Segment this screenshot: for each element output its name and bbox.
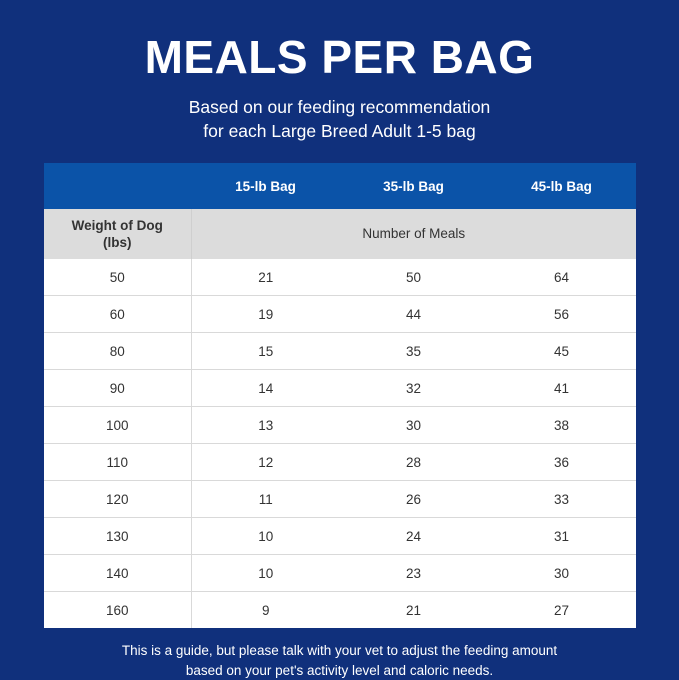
cell-bag-45: 38 bbox=[488, 407, 636, 444]
cell-bag-15: 21 bbox=[192, 259, 340, 296]
cell-bag-45: 45 bbox=[488, 333, 636, 370]
cell-weight: 140 bbox=[44, 555, 192, 592]
meals-table-container bbox=[44, 163, 636, 628]
cell-weight: 100 bbox=[44, 407, 192, 444]
cell-weight: 110 bbox=[44, 444, 192, 481]
cell-bag-15: 14 bbox=[192, 370, 340, 407]
cell-bag-15: 11 bbox=[192, 481, 340, 518]
cell-weight: 130 bbox=[44, 518, 192, 555]
cell-bag-45: 56 bbox=[488, 296, 636, 333]
subheader-number-of-meals: Number of Meals bbox=[192, 209, 636, 259]
footnote-line-1: This is a guide, but please talk with your vet to adjust the feeding amount bbox=[121, 643, 558, 659]
table-row bbox=[44, 555, 636, 592]
cell-bag-45: 64 bbox=[488, 259, 636, 296]
cell-bag-45: 33 bbox=[488, 481, 636, 518]
footnote-line-2: based on your pet's activity level and caloric needs. bbox=[185, 662, 494, 678]
table-row bbox=[44, 518, 636, 555]
cell-bag-15: 12 bbox=[192, 444, 340, 481]
cell-bag-35: 21 bbox=[340, 592, 488, 629]
table-header-row bbox=[44, 163, 636, 209]
cell-weight: 80 bbox=[44, 333, 192, 370]
header-cell-bag-45: 45-lb Bag bbox=[488, 163, 636, 209]
subheader-weight-of-dog bbox=[44, 209, 192, 259]
cell-weight: 60 bbox=[44, 296, 192, 333]
cell-bag-15: 13 bbox=[192, 407, 340, 444]
cell-bag-15: 10 bbox=[192, 555, 340, 592]
footnote bbox=[44, 641, 636, 680]
cell-bag-45: 27 bbox=[488, 592, 636, 629]
table-row bbox=[44, 333, 636, 370]
cell-bag-45: 36 bbox=[488, 444, 636, 481]
cell-bag-35: 50 bbox=[340, 259, 488, 296]
cell-weight: 160 bbox=[44, 592, 192, 629]
table-subheader-row bbox=[44, 209, 636, 259]
cell-bag-35: 24 bbox=[340, 518, 488, 555]
cell-bag-15: 10 bbox=[192, 518, 340, 555]
cell-weight: 120 bbox=[44, 481, 192, 518]
cell-bag-15: 15 bbox=[192, 333, 340, 370]
page-subtitle bbox=[189, 96, 491, 143]
subheader-weight-line-2: (lbs) bbox=[103, 235, 132, 251]
table-row bbox=[44, 370, 636, 407]
subtitle-line-1: Based on our feeding recommendation bbox=[188, 97, 491, 117]
cell-bag-45: 31 bbox=[488, 518, 636, 555]
table-row bbox=[44, 296, 636, 333]
subheader-weight-line-1: Weight of Dog bbox=[71, 217, 163, 233]
table-row bbox=[44, 444, 636, 481]
cell-bag-35: 26 bbox=[340, 481, 488, 518]
cell-bag-45: 30 bbox=[488, 555, 636, 592]
header-cell-bag-35: 35-lb Bag bbox=[340, 163, 488, 209]
table-body bbox=[44, 259, 636, 628]
cell-bag-35: 28 bbox=[340, 444, 488, 481]
table-row bbox=[44, 592, 636, 629]
cell-bag-35: 32 bbox=[340, 370, 488, 407]
cell-bag-35: 23 bbox=[340, 555, 488, 592]
meals-table bbox=[44, 163, 636, 628]
cell-bag-35: 35 bbox=[340, 333, 488, 370]
table-row bbox=[44, 407, 636, 444]
cell-bag-35: 30 bbox=[340, 407, 488, 444]
subtitle-line-2: for each Large Breed Adult 1-5 bag bbox=[203, 120, 476, 141]
table-row bbox=[44, 481, 636, 518]
cell-bag-15: 19 bbox=[192, 296, 340, 333]
header-cell-blank bbox=[44, 163, 192, 209]
cell-bag-45: 41 bbox=[488, 370, 636, 407]
header-cell-bag-15: 15-lb Bag bbox=[192, 163, 340, 209]
cell-bag-35: 44 bbox=[340, 296, 488, 333]
table-row bbox=[44, 259, 636, 296]
cell-bag-15: 9 bbox=[192, 592, 340, 629]
cell-weight: 50 bbox=[44, 259, 192, 296]
cell-weight: 90 bbox=[44, 370, 192, 407]
page-title: MEALS PER BAG bbox=[144, 31, 535, 83]
